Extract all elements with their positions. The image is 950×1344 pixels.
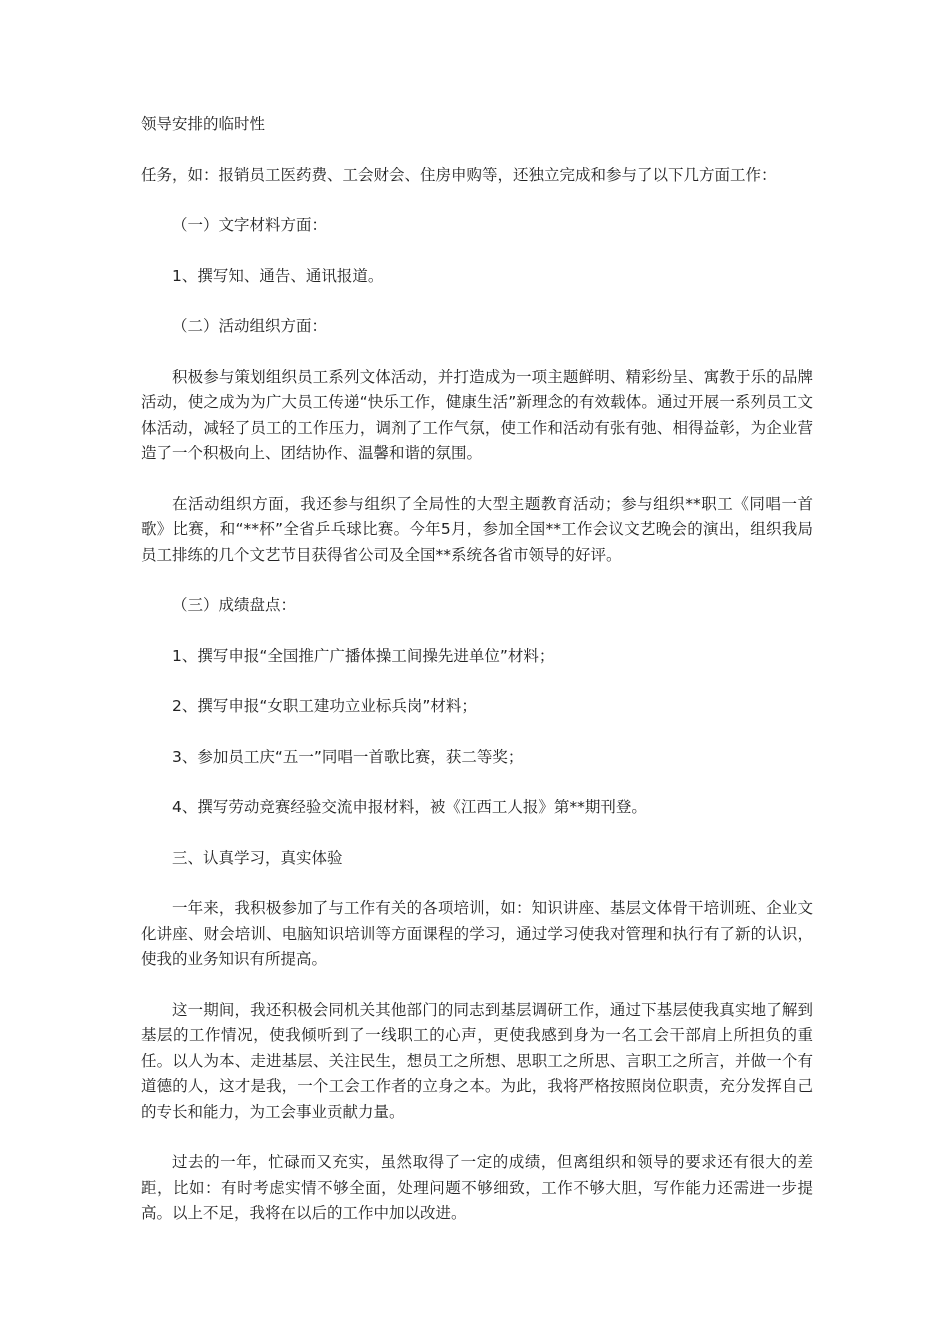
paragraph-intro-fragment: 领导安排的临时性 [141,115,266,133]
paragraph-activities-planning: 积极参与策划组织员工系列文体活动，并打造成为一项主题鲜明、精彩纷呈、寓教于乐的品牌活动，使之成为为广大员工传递“快乐工作，健康生活”新理念的有效载体。通过开展一系列员工文体活动，减轻了员工的工作压力，调剂了工作气氛，使工作和活动有张有弛、相得益彰，为企业营造了一个积极向上、团结协作、温馨和谐的氛围。 [141,367,813,462]
paragraph-tasks: 任务，如：报销员工医药费、工会财会、住房申购等，还独立完成和参与了以下几方面工作： [141,165,777,184]
section-heading-achievements: （三）成绩盘点： [172,596,297,614]
document-body [141,112,813,1252]
section-heading-study: 三、认真学习，真实体验 [172,848,343,867]
list-item-writing-1: 1、撰写知、通告、通讯报道。 [172,266,384,285]
list-item-achievement-2: 2、撰写申报“女职工建功立业标兵岗”材料； [172,697,477,715]
section-heading-activities: （二）活动组织方面： [172,317,328,335]
section-heading-writing: （一）文字材料方面： [172,216,328,234]
list-item-achievement-1: 1、撰写申报“全国推广广播体操工间操先进单位”材料； [172,646,555,665]
paragraph-conclusion: 过去的一年，忙碌而又充实，虽然取得了一定的成绩，但离组织和领导的要求还有很大的差距，比如：有时考虑实情不够全面，处理问题不够细致，工作不够大胆，写作能力还需进一步提高。以上不足，我将在以后的工作中加以改进。 [141,1153,813,1222]
paragraph-training: 一年来，我积极参加了与工作有关的各项培训，如：知识讲座、基层文体骨干培训班、企业文化讲座、财会培训、电脑知识培训等方面课程的学习，通过学习使我对管理和执行有了新的认识，使我的业务知识有所提高。 [141,899,813,968]
paragraph-activities-organizing: 在活动组织方面，我还参与组织了全局性的大型主题教育活动；参与组织**职工《同唱一首歌》比赛，和“**杯”全省乒乓球比赛。今年5月，参加全国**工作会议文艺晚会的演出，组织我局员工排练的几个文艺节目获得省公司及全国**系统各省市领导的好评。 [141,494,813,564]
list-item-achievement-3: 3、参加员工庆“五一”同唱一首歌比赛，获二等奖； [172,747,524,766]
list-item-achievement-4: 4、撰写劳动竞赛经验交流申报材料，被《江西工人报》第**期刊登。 [172,798,647,816]
paragraph-grassroots: 这一期间，我还积极会同机关其他部门的同志到基层调研工作，通过下基层使我真实地了解到基层的工作情况，使我倾听到了一线职工的心声，更使我感到身为一名工会干部肩上所担负的重任。以人为本、走进基层、关注民生，想员工之所想、思职工之所思、言职工之所言，并做一个有道德的人，这才是我，一个工会工作者的立身之本。为此，我将严格按照岗位职责，充分发挥自己的专长和能力，为工会事业贡献力量。 [141,1000,813,1121]
